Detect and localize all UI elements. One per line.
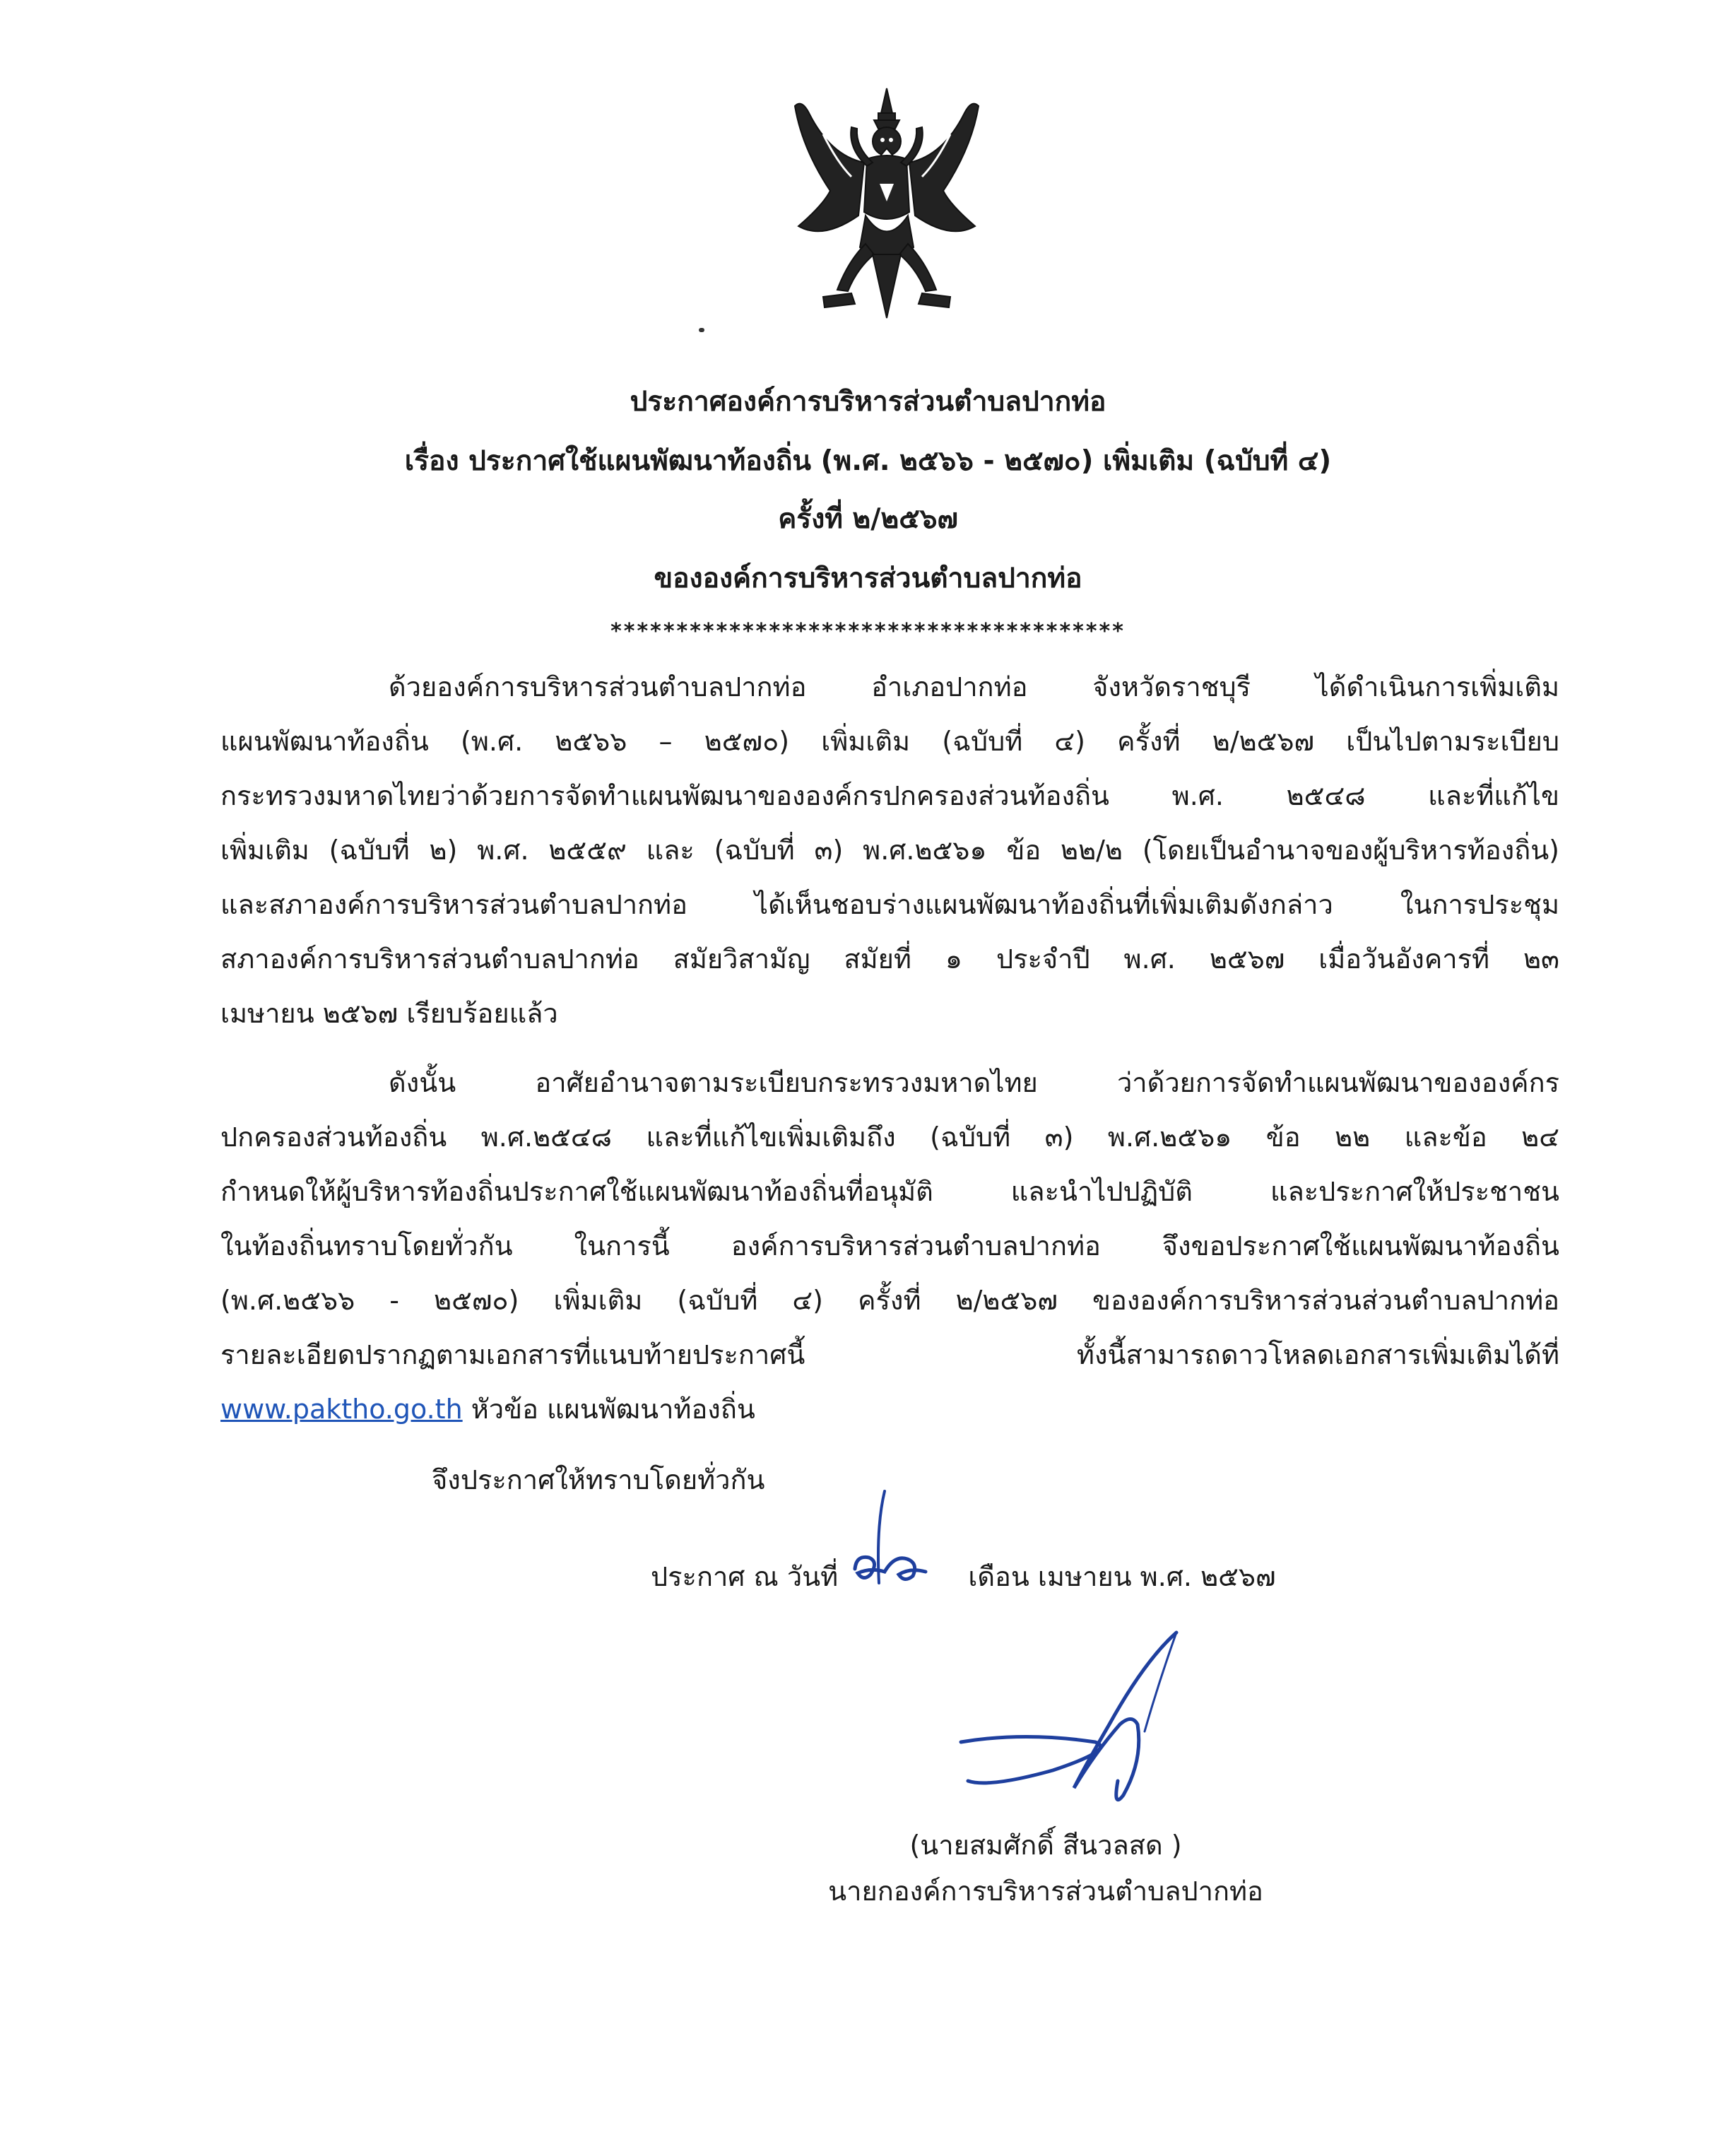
title-line-2: เรื่อง ประกาศใช้แผนพัฒนาท้องถิ่น (พ.ศ. ๒๕๖๖ - ๒๕๗๐) เพิ่มเติม (ฉบับที่ ๔) xyxy=(404,445,1332,477)
stray-ink-mark xyxy=(699,328,704,332)
paragraph-1-line: เมษายน ๒๕๖๗ เรียบร้อยแล้ว xyxy=(220,998,558,1029)
website-link[interactable]: www.paktho.go.th xyxy=(220,1394,463,1425)
title-separator: *************************************** xyxy=(610,619,1126,644)
garuda-emblem-icon xyxy=(781,85,993,325)
date-line xyxy=(651,1555,1276,1598)
paragraph-2-line: กำหนดให้ผู้บริหารท้องถิ่นประกาศใช้แผนพัฒนาท้องถิ่นที่อนุมัติ และนำไปปฏิบัติ และประกาศให้ประชาชน xyxy=(220,1176,1559,1207)
handwritten-signature xyxy=(933,1618,1229,1852)
title-line-4: ขององค์การบริหารส่วนตำบลปากท่อ xyxy=(654,563,1082,594)
date-month-year: เดือน เมษายน พ.ศ. ๒๕๖๗ xyxy=(968,1561,1276,1592)
title-line-3: ครั้งที่ ๒/๒๕๖๗ xyxy=(778,503,958,535)
handwritten-day-stamp xyxy=(842,1484,934,1590)
date-prefix: ประกาศ ณ วันที่ xyxy=(651,1561,839,1592)
paragraph-1-line: กระทรวงมหาดไทยว่าด้วยการจัดทำแผนพัฒนาขององค์กรปกครองส่วนท้องถิ่น พ.ศ. ๒๕๔๘ และที่แก้ไข xyxy=(220,780,1559,811)
paragraph-1-line: เพิ่มเติม (ฉบับที่ ๒) พ.ศ. ๒๕๕๙ และ (ฉบับที่ ๓) พ.ศ.๒๕๖๑ ข้อ ๒๒/๒ (โดยเป็นอำนาจของผู้บริหารท้องถิ่น) xyxy=(220,835,1559,866)
paragraph-1-line: และสภาองค์การบริหารส่วนตำบลปากท่อ ได้เห็นชอบร่างแผนพัฒนาท้องถิ่นที่เพิ่มเติมดังกล่าว ในการประชุม xyxy=(220,889,1559,920)
paragraph-2-line: รายละเอียดปรากฏตามเอกสารที่แนบท้ายประกาศนี้ ทั้งนี้สามารถดาวโหลดเอกสารเพิ่มเติมได้ที่ xyxy=(220,1339,1559,1370)
paragraph-2-line: ในท้องถิ่นทราบโดยทั่วกัน ในการนี้ องค์การบริหารส่วนตำบลปากท่อ จึงขอประกาศใช้แผนพัฒนาท้องถิ่น xyxy=(220,1230,1559,1261)
paragraph-2-link-line xyxy=(220,1387,1559,1432)
signatory-name: (นายสมศักดิ์ สีนวลสด ) xyxy=(909,1830,1182,1861)
paragraph-2-line: ปกครองส่วนท้องถิ่น พ.ศ.๒๕๔๘ และที่แก้ไขเพิ่มเติมถึง (ฉบับที่ ๓) พ.ศ.๒๕๖๑ ข้อ ๒๒ และข้อ ๒๔ xyxy=(220,1122,1559,1153)
paragraph-2-line: (พ.ศ.๒๕๖๖ - ๒๕๗๐) เพิ่มเติม (ฉบับที่ ๔) ครั้งที่ ๒/๒๕๖๗ ขององค์การบริหารส่วนส่วนตำบลปากท่อ xyxy=(220,1285,1559,1316)
closing-statement: จึงประกาศให้ทราบโดยทั่วกัน xyxy=(432,1464,765,1495)
title-line-1: ประกาศองค์การบริหารส่วนตำบลปากท่อ xyxy=(630,386,1106,418)
paragraph-1-line: สภาองค์การบริหารส่วนตำบลปากท่อ สมัยวิสามัญ สมัยที่ ๑ ประจำปี พ.ศ. ๒๕๖๗ เมื่อวันอังคารที่ ๒๓ xyxy=(220,943,1559,975)
link-suffix: หัวข้อ แผนพัฒนาท้องถิ่น xyxy=(462,1394,755,1425)
signatory-position: นายกองค์การบริหารส่วนตำบลปากท่อ xyxy=(828,1876,1263,1907)
paragraph-1-line: ด้วยองค์การบริหารส่วนตำบลปากท่อ อำเภอปากท่อ จังหวัดราชบุรี ได้ดำเนินการเพิ่มเติม xyxy=(389,671,1559,702)
paragraph-2-line: ดังนั้น อาศัยอำนาจตามระเบียบกระทรวงมหาดไทย ว่าด้วยการจัดทำแผนพัฒนาขององค์กร xyxy=(389,1067,1559,1098)
paragraph-1-line: แผนพัฒนาท้องถิ่น (พ.ศ. ๒๕๖๖ – ๒๕๗๐) เพิ่มเติม (ฉบับที่ ๔) ครั้งที่ ๒/๒๕๖๗ เป็นไปตามระเบียบ xyxy=(220,726,1559,757)
paragraph-2 xyxy=(220,1060,1559,1432)
paragraph-1 xyxy=(220,664,1559,1036)
